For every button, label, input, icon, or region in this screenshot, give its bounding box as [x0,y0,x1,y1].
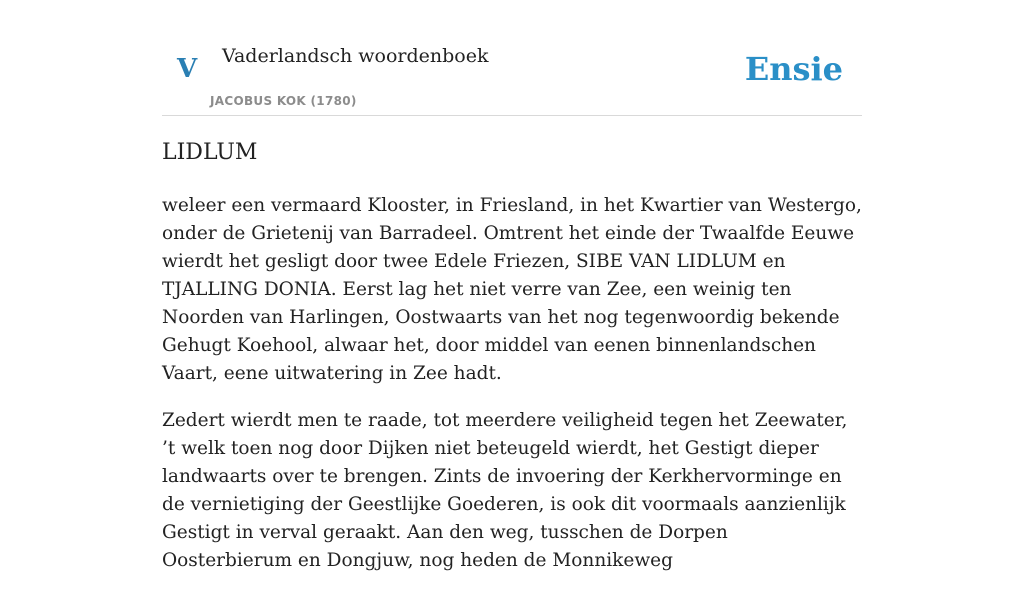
page [162,0,862,571]
ensie-logo-link[interactable]: Ensie [744,50,843,88]
book-letter-badge[interactable]: V [177,54,198,84]
entry-body [162,192,862,594]
entry-title: LIDLUM [162,140,258,165]
book-title[interactable]: Vaderlandsch woordenboek [222,45,489,67]
book-header [162,0,862,116]
entry-paragraph: Zedert wierdt men te raade, tot meerdere veiligheid tegen het Zeewater, ’t welk toen nog door Dijken niet beteugeld wierdt, het Gestigt dieper landwaarts over te brengen. Zints de invoering der Kerkhervorminge en de vernietiging der Geestlijke Goederen, is ook dit voormaals aanzienlijk Gestigt in verval geraakt. Aan den weg, tusschen de Dorpen Oosterbierum en Dongjuw, nog heden de Monnikeweg [162,410,848,571]
book-author: JACOBUS KOK (1780) [210,94,357,108]
entry-paragraph: weleer een vermaard Klooster, in Friesland, in het Kwartier van Westergo, onder de Grietenij van Barradeel. Omtrent het einde der Twaalfde Eeuwe wierdt het gesligt door twee Edele Friezen, SIBE VAN LIDLUM en TJALLING DONIA. Eerst lag het niet verre van Zee, een weinig ten Noorden van Harlingen, Oostwaarts van het nog tegenwoordig bekende Gehugt Koehool, alwaar het, door middel van eenen binnenlandschen Vaart, eene uitwatering in Zee hadt. [162,195,862,384]
